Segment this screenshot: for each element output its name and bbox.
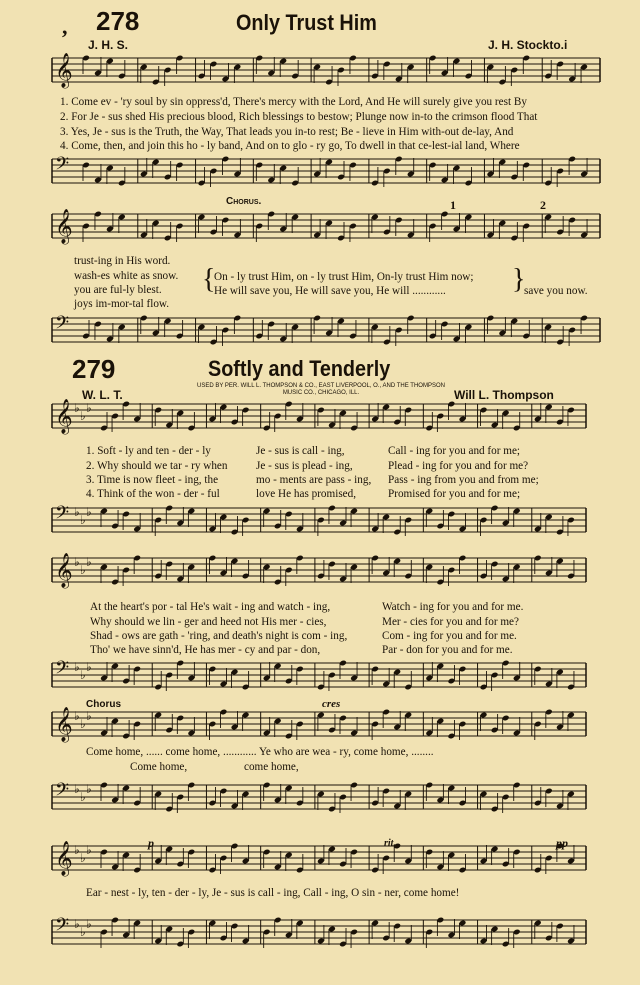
- chorus-line-279: Come home, ...... come home, ............ Ye who are wea - ry, come home, ........: [86, 746, 434, 758]
- flat-sign-icon: ♭: [86, 782, 92, 796]
- verse-279-4-c: Promised for you and for me;: [388, 488, 521, 500]
- verse-279-2-e: Mer - cies for you and for me?: [382, 616, 519, 628]
- verse-279-2-c: Plead - ing for you and for me?: [388, 460, 529, 472]
- flat-sign-icon: ♭: [80, 668, 86, 682]
- flat-sign-icon: ♭: [80, 513, 86, 527]
- flat-sign-icon: ♭: [80, 409, 86, 423]
- flat-sign-icon: ♭: [74, 660, 80, 674]
- verse-279-2-a: 2. Why should we tar - ry when: [86, 460, 228, 472]
- flat-sign-icon: ♭: [74, 505, 80, 519]
- flat-sign-icon: ♭: [80, 563, 86, 577]
- flat-sign-icon: ♭: [86, 505, 92, 519]
- treble-clef-icon: 𝄞: [55, 553, 73, 588]
- flat-sign-icon: ♭: [74, 555, 80, 569]
- treble-clef-icon: 𝄞: [55, 399, 73, 434]
- dynamic-pp: pp: [556, 836, 568, 850]
- treble-clef-icon: 𝄞: [55, 841, 73, 876]
- chorus-line-278-1: On - ly trust Him, on - ly trust Him, On-ly trust Him now;: [214, 271, 474, 283]
- flat-sign-icon: ♭: [74, 782, 80, 796]
- chorus-alto-279-2: come home,: [244, 761, 299, 773]
- verse-278-3: 3. Yes, Je - sus is the Truth, the Way, That leads you in-to rest; Be - lieve in Him with-out de-lay, And: [60, 126, 514, 138]
- flat-sign-icon: ♭: [86, 401, 92, 415]
- second-ending-278: 2: [540, 198, 546, 212]
- bass-clef-icon: 𝄢: [55, 658, 70, 683]
- flat-sign-icon: ♭: [80, 790, 86, 804]
- flat-sign-icon: ♭: [86, 660, 92, 674]
- flat-sign-icon: ♭: [80, 717, 86, 731]
- chorus-line-278-2: He will save you, He will save you, He will ............: [214, 285, 446, 297]
- verse-279-3-c: Pass - ing from you and from me;: [388, 474, 539, 486]
- composer-279: Will L. Thompson: [454, 388, 554, 402]
- flat-sign-icon: ♭: [80, 925, 86, 939]
- flat-sign-icon: ♭: [86, 555, 92, 569]
- hymn-title-279: Softly and Tenderly: [208, 356, 391, 381]
- hymn-number-278: 278: [96, 6, 140, 36]
- flat-sign-icon: ♭: [74, 917, 80, 931]
- verse-ending-278-1: trust-ing in His word.: [74, 255, 171, 267]
- verse-279-3-b: mo - ments are pass - ing,: [256, 474, 372, 486]
- verse-279-1-b: Je - sus is call - ing,: [256, 445, 345, 457]
- first-ending-278: 1: [450, 198, 456, 212]
- bass-clef-icon: 𝄢: [55, 503, 70, 528]
- leading-mark: ,: [62, 14, 68, 39]
- flat-sign-icon: ♭: [74, 709, 80, 723]
- dynamic-p: p: [148, 836, 154, 850]
- bass-clef-icon: 𝄢: [55, 154, 70, 179]
- chorus-label-279: Chorus: [86, 699, 121, 710]
- chorus-final-278: save you now.: [524, 285, 588, 297]
- verse-ending-278-2: wash-es white as snow.: [74, 270, 179, 282]
- verse-279-2-d: Why should we lin - ger and heed not His mer - cies,: [90, 616, 327, 628]
- verse-279-1-c: Call - ing for you and for me;: [388, 445, 521, 457]
- dynamic-rit: rit.: [384, 838, 396, 849]
- chorus-label-278: Chorus.: [226, 196, 262, 207]
- author-279: W. L. T.: [82, 388, 123, 402]
- hymn-title-278: Only Trust Him: [236, 10, 377, 35]
- treble-clef-icon: 𝄞: [55, 53, 73, 88]
- verse-279-4-a: 4. Think of the won - der - ful: [86, 488, 220, 500]
- verse-279-3-a: 3. Time is now fleet - ing, the: [86, 474, 219, 486]
- dynamic-cres: cres: [322, 698, 341, 710]
- flat-sign-icon: ♭: [80, 851, 86, 865]
- verse-279-1-d: At the heart's por - tal He's wait - ing and watch - ing,: [90, 601, 331, 613]
- permission-note-279: USED BY PER. WILL L. THOMPSON & CO., EAST LIVERPOOL, O., AND THE THOMPSON MUSIC CO., CHICAGO, ILL.: [197, 383, 445, 396]
- verse-278-2: 2. For Je - sus shed His precious blood, Rich blessings to bestow; Plunge now in-to the crimson flood That: [60, 111, 538, 123]
- verse-278-1: 1. Come ev - 'ry soul by sin oppress'd, There's mercy with the Lord, And He will surely give you rest By: [60, 96, 527, 108]
- flat-sign-icon: ♭: [86, 843, 92, 857]
- author-278: J. H. S.: [88, 38, 129, 52]
- flat-sign-icon: ♭: [86, 917, 92, 931]
- bass-clef-icon: 𝄢: [55, 780, 70, 805]
- verse-279-1-e: Watch - ing for you and for me.: [382, 601, 524, 613]
- treble-clef-icon: 𝄞: [55, 209, 73, 244]
- flat-sign-icon: ♭: [86, 709, 92, 723]
- verse-279-1-a: 1. Soft - ly and ten - der - ly: [86, 445, 211, 457]
- bass-clef-icon: 𝄢: [55, 915, 70, 940]
- verse-279-3-e: Com - ing for you and for me.: [382, 630, 517, 642]
- verse-ending-278-4: joys im-mor-tal flow.: [74, 298, 170, 310]
- verse-ending-278-3: you are ful-ly blest.: [74, 284, 162, 296]
- bass-clef-icon: 𝄢: [55, 313, 70, 338]
- chorus-alto-279-1: Come home,: [130, 761, 188, 773]
- verse-278-4: 4. Come, then, and join this ho - ly band, And on to glo - ry go, To dwell in that ce-lest-ial land, Where: [60, 140, 520, 152]
- chorus-brace-278: {: [202, 264, 216, 295]
- verse-279-3-d: Shad - ows are gath - 'ring, and death's night is com - ing,: [90, 630, 348, 642]
- hymn-number-279: 279: [72, 354, 116, 384]
- composer-278: J. H. Stockto.i: [488, 38, 568, 52]
- verse-279-4-d: Tho' we have sinn'd, He has mer - cy and par - don,: [90, 644, 321, 656]
- treble-clef-icon: 𝄞: [55, 707, 73, 742]
- final-line-279: Ear - nest - ly, ten - der - ly, Je - sus is call - ing, Call - ing, O sin - ner, come home!: [86, 887, 460, 899]
- verse-279-4-e: Par - don for you and for me.: [382, 644, 513, 656]
- verse-279-2-b: Je - sus is plead - ing,: [256, 460, 353, 472]
- chorus-brace-278-right: }: [512, 264, 526, 295]
- verse-279-4-b: love He has promised,: [256, 488, 357, 500]
- flat-sign-icon: ♭: [74, 401, 80, 415]
- flat-sign-icon: ♭: [74, 843, 80, 857]
